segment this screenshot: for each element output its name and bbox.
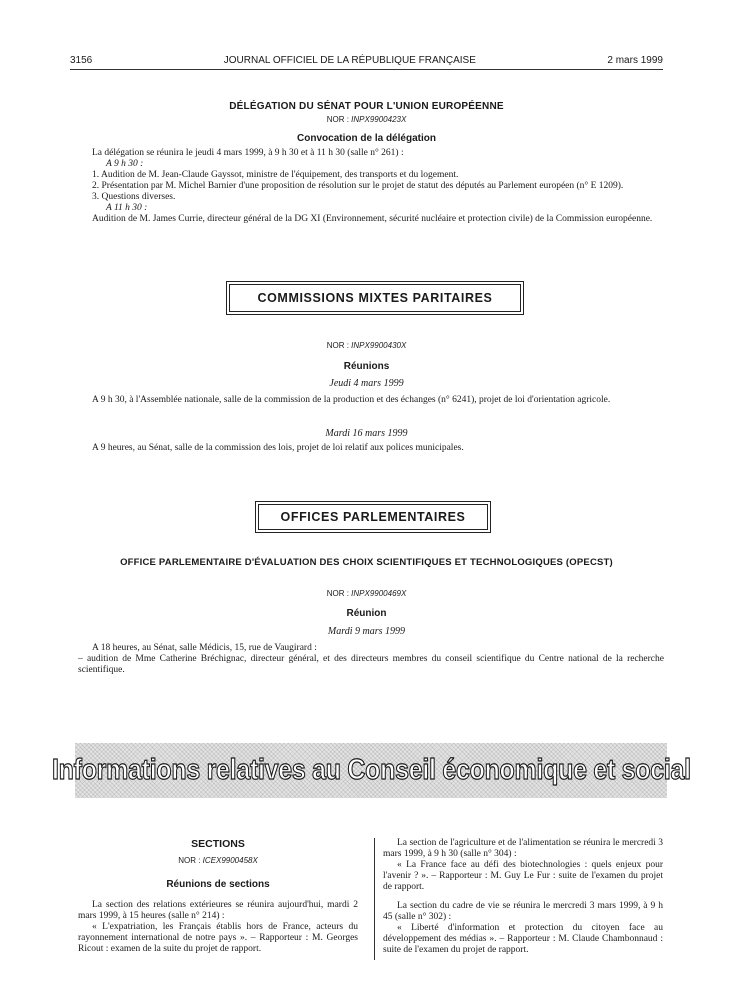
ces-banner-title: Informations relatives au Conseil économique et social [51,754,691,786]
sections-title: SECTIONS [191,838,245,850]
opecst-title: OFFICE PARLEMENTAIRE D'ÉVALUATION DES CHOIX SCIENTIFIQUES ET TECHNOLOGIQUES (OPECST) [120,557,613,568]
opecst-subtitle: Réunion [346,608,387,619]
cmp-date-1: Jeudi 4 mars 1999 [329,378,404,389]
nor-label: NOR : [178,856,201,865]
opecst-date: Mardi 9 mars 1999 [327,626,406,637]
delegation-time-1: A 9 h 30 : [106,159,144,169]
relations-exterieures-subject: « L'expatriation, les Français établis hors de France, acteurs du rayonnement international de notre pays ». – Rapporteur : M. Georges Ricout : examen de la suite du projet de rapport. [78,922,358,954]
cmp-subtitle: Réunions [343,361,390,372]
page-number: 3156 [70,55,93,66]
nor-label: NOR : [326,341,349,350]
nor-code: INPX9900430X [351,341,407,350]
cmp-nor [70,341,663,350]
opecst-body [78,643,664,676]
delegation-subtitle: Convocation de la délégation [297,133,436,144]
delegation-item-4: Audition de M. James Currie, directeur général de la DG XI (Environnement, sécurité nucléaire et protection civile) de la Commission européenne. [92,214,653,224]
sections-nor [78,856,358,865]
opecst-nor [70,589,663,598]
issue-date: 2 mars 1999 [607,55,663,66]
delegation-nor [70,115,663,124]
column-divider [374,838,375,960]
sections-right-column [383,838,663,956]
nor-code: INPX9900423X [351,115,407,124]
opecst-para-1: A 18 heures, au Sénat, salle Médicis, 15, rue de Vaugirard : [92,643,317,653]
sections-left-body [78,900,358,955]
cadre-de-vie-para: La section du cadre de vie se réunira le mercredi 3 mars 1999, à 9 h 45 (salle n° 302) : [383,901,663,922]
cadre-de-vie-subject: « Liberté d'information et protection du citoyen face au développement des médias ». – Rapporteur : M. Claude Chambonnaud : suite de l'examen du projet de rapport. [383,923,663,955]
nor-label: NOR : [326,589,349,598]
sections-left-column [78,838,358,955]
delegation-item-1: 1. Audition de M. Jean-Claude Gayssot, ministre de l'équipement, des transports et du logement. [92,170,459,180]
cmp-date-2: Mardi 16 mars 1999 [325,428,408,439]
delegation-title: DÉLÉGATION DU SÉNAT POUR L'UNION EUROPÉENNE [229,101,504,112]
running-header [70,55,663,70]
delegation-intro: La délégation se réunira le jeudi 4 mars 1999, à 9 h 30 et à 11 h 30 (salle n° 261) : [92,148,404,158]
nor-code: INPX9900469X [351,589,407,598]
journal-title: JOURNAL OFFICIEL DE LA RÉPUBLIQUE FRANÇAISE [223,55,476,66]
nor-label: NOR : [326,115,349,124]
delegation-item-2: 2. Présentation par M. Michel Barnier d'une proposition de résolution sur le projet de statut des députés au Parlement européen (n° E 1209). [92,181,624,191]
sections-subtitle: Réunions de sections [166,879,270,890]
cmp-box-title: COMMISSIONS MIXTES PARITAIRES [229,284,521,312]
nor-code: ICEX9900458X [202,856,258,865]
opecst-para-2: – audition de Mme Catherine Bréchignac, directeur général, et des directeurs membres du conseil scientifique du Centre national de la recherche scientifique. [78,654,664,675]
cmp-box [226,281,524,315]
offices-box-title: OFFICES PARLEMENTAIRES [258,504,488,530]
cmp-para-1: A 9 h 30, à l'Assemblée nationale, salle de la commission de la production et des échanges (n° 6241), projet de loi d'orientation agricole. [92,395,611,405]
agriculture-subject: « La France face au défi des biotechnologies : quels enjeux pour l'avenir ? ». – Rapporteur : M. Guy Le Fur : suite de l'examen du projet de rapport. [383,860,663,892]
delegation-item-3: 3. Questions diverses. [92,192,176,202]
delegation-body [78,148,664,225]
ces-banner [51,743,691,798]
agriculture-para: La section de l'agriculture et de l'alimentation se réunira le mercredi 3 mars 1999, à 9 h 30 (salle n° 304) : [383,838,663,859]
relations-exterieures-para: La section des relations extérieures se réunira aujourd'hui, mardi 2 mars 1999, à 15 heures (salle n° 214) : [78,900,358,921]
cmp-para-2: A 9 heures, au Sénat, salle de la commission des lois, projet de loi relatif aux polices municipales. [92,443,464,453]
delegation-time-2: A 11 h 30 : [106,203,148,213]
offices-box [255,501,491,533]
